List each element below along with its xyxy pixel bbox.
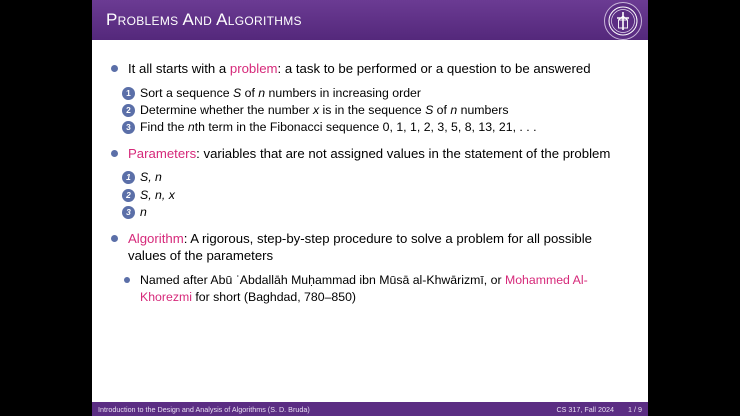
keyword-parameters: Parameters — [128, 145, 197, 161]
sublist-parameters-examples — [110, 169, 630, 221]
number-badge-2: 2 — [122, 104, 135, 117]
footer-page-number: 1 / 9 — [628, 404, 642, 414]
bullet-dot-icon — [111, 235, 118, 242]
list-item-label: Determine whether the number x is in the sequence S of n numbers — [140, 103, 509, 117]
bullet-algorithm — [110, 230, 630, 265]
link-al-khorezmi: Mohammed Al-Khorezmi — [140, 272, 588, 305]
university-crest-icon — [604, 2, 642, 40]
number-badge-1: 1 — [122, 87, 135, 100]
slide-footer — [92, 402, 648, 416]
bullet-dot-icon — [111, 65, 118, 72]
keyword-algorithm: Algorithm — [128, 230, 184, 246]
keyword-problem: problem — [229, 61, 278, 76]
list-item-label: n — [140, 205, 147, 220]
list-item — [110, 169, 630, 186]
bullet-text-tail: : A rigorous, step-by-step procedure to solve a problem for all possible values of the parameters — [128, 230, 592, 264]
number-badge-2: 2 — [122, 189, 135, 202]
bullet-text-lead: It all starts with a — [128, 61, 230, 76]
list-item — [110, 102, 630, 119]
sublist-problem-examples — [110, 85, 630, 137]
list-item-label: Sort a sequence S of n numbers in increasing order — [140, 85, 421, 100]
number-badge-3: 3 — [122, 206, 135, 219]
list-item-label: S, n, x — [140, 187, 175, 202]
list-item — [110, 187, 630, 204]
bullet-problem — [110, 60, 630, 78]
list-item — [110, 272, 630, 307]
slide-title-bar — [92, 0, 648, 40]
bullet-dot-icon — [124, 277, 130, 283]
bullet-parameters — [110, 145, 630, 163]
list-item — [110, 204, 630, 221]
bullet-text-tail: : a task to be performed or a question to be answered — [277, 61, 591, 76]
list-item-label: Find the nth term in the Fibonacci sequence 0, 1, 1, 2, 3, 5, 8, 13, 21, . . . — [140, 120, 537, 135]
list-item-label: Named after Abū ʿAbdallāh Muḥammad ibn Mūsā al-Khwārizmī, or Mohammed Al-Khorezmi for short (Baghdad, 780–850) — [140, 272, 588, 305]
list-item — [110, 119, 630, 136]
list-item-label: S, n — [140, 170, 162, 185]
footer-course: CS 317, Fall 2024 — [556, 404, 614, 414]
slide — [92, 0, 648, 416]
number-badge-1: 1 — [122, 171, 135, 184]
bullet-text-tail: : variables that are not assigned values in the statement of the problem — [196, 145, 611, 161]
list-item — [110, 85, 630, 102]
bullet-dot-icon — [111, 150, 118, 157]
footer-left-text: Introduction to the Design and Analysis of Algorithms (S. D. Bruda) — [98, 404, 310, 414]
number-badge-3: 3 — [122, 121, 135, 134]
sublist-algorithm-origin — [110, 272, 630, 307]
slide-content — [92, 40, 648, 376]
page-title: Problems And Algorithms — [106, 10, 302, 29]
